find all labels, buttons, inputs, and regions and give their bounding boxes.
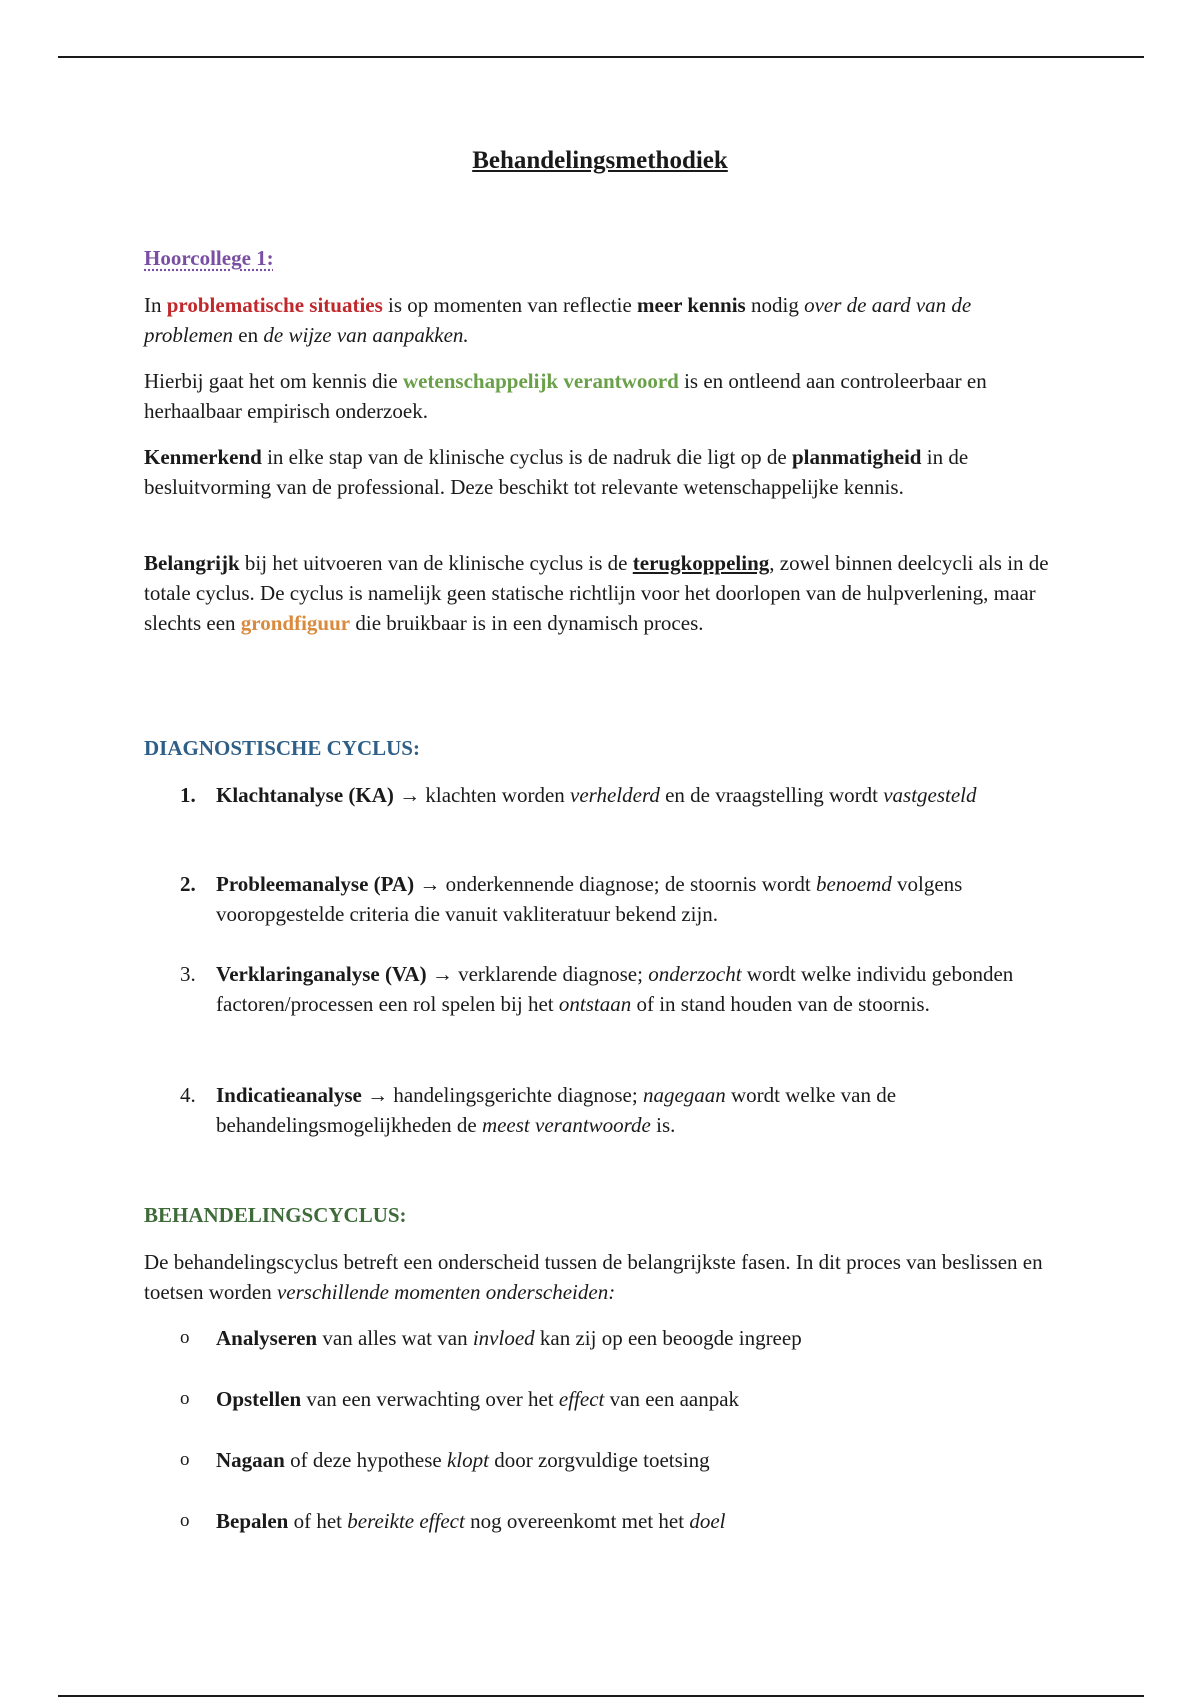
diagnostische-list: 1. Klachtanalyse (KA) → klachten worden verhelderd en de vraagstelling wordt vastgesteld 2. Probleemanalyse (PA) → onderkennende diagnose; de stoornis wordt benoemd volgens vooropgestelde criteria die vanuit vakliteratuur bekend zijn. 3. Verklaringanalyse (VA) → verklarende diagnose; onderzocht wordt welke individu gebonden factoren/processen een rol spelen bij het ontstaan of in stand houden van de stoornis. 4. Indicatieanalyse → handelingsgerichte diagnose; nagegaan wordt welke van de behandelingsmogelijkheden de meest verantwoorde is.: [180, 783, 1014, 1137]
bullet-circle-icon: o: [180, 1510, 190, 1531]
paragraph-2: Hierbij gaat het om kennis die wetenschappelijk verantwoord is en ontleend aan controleerbaar en herhaalbaar empirisch onderzoek.: [144, 369, 987, 423]
hoorcollege-heading-text: Hoorcollege 1:: [144, 246, 274, 270]
diagnostische-heading: DIAGNOSTISCHE CYCLUS:: [144, 736, 420, 760]
term-terugkoppeling: terugkoppeling: [632, 551, 770, 575]
paragraph-1: In problematische situaties is op momenten van reflectie meer kennis nodig over de aard van de problemen en de wijze van aanpakken.: [144, 293, 972, 347]
bullet-circle-icon: o: [180, 1327, 190, 1348]
highlight-grondfiguur: grondfiguur: [240, 611, 351, 635]
behandeling-list: o Analyseren van alles wat van invloed kan zij op een beoogde ingreep o Opstellen van een verwachting over het effect van een aanpak o Nagaan of deze hypothese klopt door zorgvuldige toetsing o Bepalen of het bereikte effect nog overeenkomt met het doel: [144, 1323, 1064, 1623]
highlight-wetenschappelijk-verantwoord: wetenschappelijk verantwoord: [402, 369, 679, 393]
document-title: Behandelingsmethodiek: [472, 147, 728, 174]
paragraph-4: Belangrijk bij het uitvoeren van de klinische cyclus is de terugkoppeling, zowel binnen deelcycli als in de totale cyclus. De cyclus is namelijk geen statische richtlijn voor het doorlopen van de hulpverlening, maar slechts een grondfiguur die bruikbaar is in een dynamisch proces.: [144, 551, 1049, 635]
paragraph-3: Kenmerkend in elke stap van de klinische cyclus is de nadruk die ligt op de planmatigheid in de besluitvorming van de professional. Deze beschikt tot relevante wetenschappelijke kennis.: [144, 445, 969, 499]
highlight-problematische-situaties: problematische situaties: [166, 293, 383, 317]
hoorcollege-heading: [144, 243, 1064, 273]
bullet-circle-icon: o: [180, 1449, 190, 1470]
top-rule: [58, 56, 1144, 58]
bottom-rule: [58, 1695, 1144, 1697]
behandeling-heading: BEHANDELINGSCYCLUS:: [144, 1203, 407, 1227]
behandeling-intro: De behandelingscyclus betreft een onderscheid tussen de belangrijkste fasen. In dit proces van beslissen en toetsen worden verschillende momenten onderscheiden:: [144, 1250, 1043, 1304]
bullet-circle-icon: o: [180, 1388, 190, 1409]
